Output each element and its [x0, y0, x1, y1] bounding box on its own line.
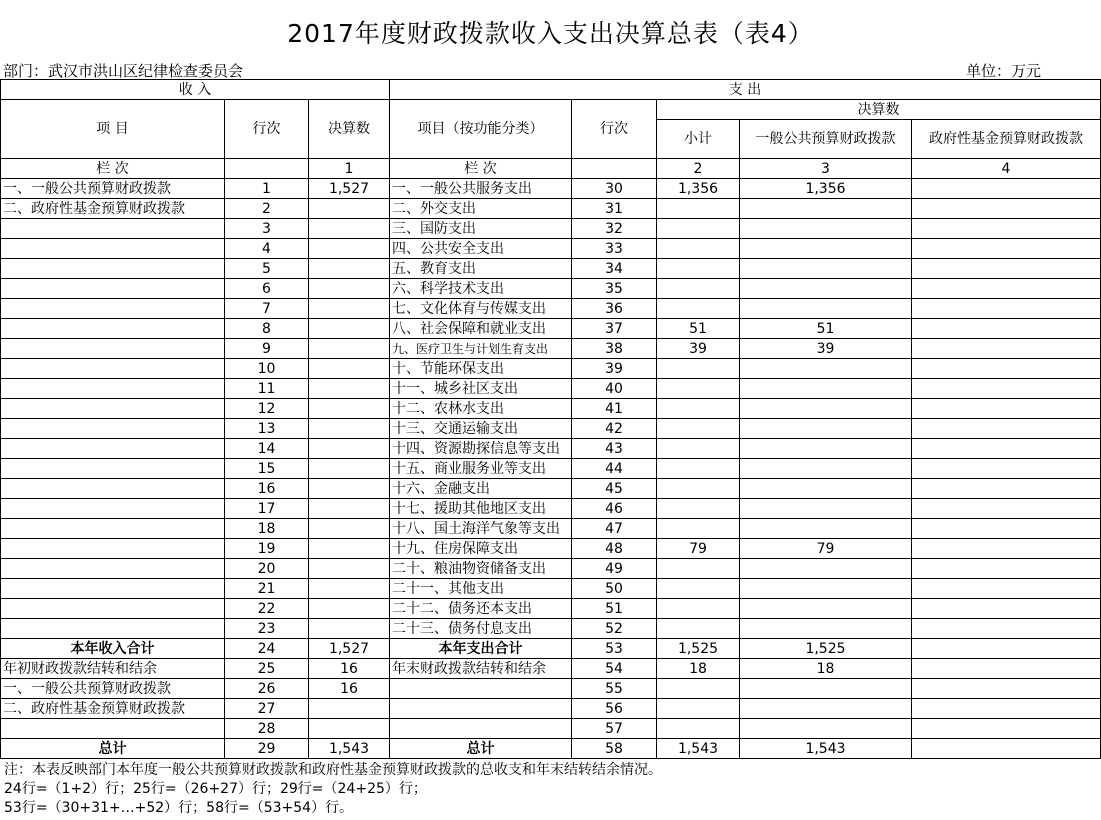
- income-value-cell: [309, 479, 390, 499]
- expense-row-no-cell: 58: [572, 739, 657, 759]
- expense-row-no-cell: 56: [572, 699, 657, 719]
- subtotal-cell: [657, 519, 740, 539]
- general-budget-cell: [740, 579, 912, 599]
- table-row: [1, 599, 1101, 619]
- income-value-cell: [309, 499, 390, 519]
- expense-row-no-cell: 52: [572, 619, 657, 639]
- subtotal-cell: [657, 299, 740, 319]
- income-row-no-cell: 7: [225, 299, 309, 319]
- general-budget-cell: 79: [740, 539, 912, 559]
- table-row: [1, 259, 1101, 279]
- general-budget-cell: [740, 499, 912, 519]
- expense-header: 支 出: [390, 80, 1101, 100]
- table-row: [1, 439, 1101, 459]
- general-budget-cell: [740, 699, 912, 719]
- expense-item-cell: 七、文化体育与传媒支出: [390, 299, 572, 319]
- subtotal-cell: 1,525: [657, 639, 740, 659]
- income-value-cell: [309, 559, 390, 579]
- income-item-cell: [1, 459, 225, 479]
- note-line: 注：本表反映部门本年度一般公共预算财政拨款和政府性基金预算财政拨款的总收支和年末结转结余情况。: [4, 762, 662, 778]
- item-by-function-header: 项目（按功能分类）: [390, 100, 572, 159]
- income-item-cell: [1, 439, 225, 459]
- fund-budget-cell: [912, 359, 1101, 379]
- general-budget-cell: [740, 679, 912, 699]
- table-row: [1, 239, 1101, 259]
- subtotal-cell: [657, 479, 740, 499]
- general-budget-cell: [740, 279, 912, 299]
- table-row: [1, 419, 1101, 439]
- income-item-cell: 一、一般公共预算财政拨款: [1, 679, 225, 699]
- fund-budget-cell: [912, 499, 1101, 519]
- table-row: [1, 719, 1101, 739]
- income-item-cell: [1, 599, 225, 619]
- general-budget-cell: 1,356: [740, 179, 912, 199]
- expense-item-cell: 十七、援助其他地区支出: [390, 499, 572, 519]
- income-row-no-cell: 13: [225, 419, 309, 439]
- general-budget-cell: 51: [740, 319, 912, 339]
- general-budget-cell: [740, 559, 912, 579]
- expense-row-no-cell: 54: [572, 659, 657, 679]
- table-row: [1, 499, 1101, 519]
- income-row-no-cell: 6: [225, 279, 309, 299]
- header-row-2: [1, 100, 1101, 120]
- general-budget-cell: 39: [740, 339, 912, 359]
- expense-row-no-cell: 30: [572, 179, 657, 199]
- income-item-cell: [1, 719, 225, 739]
- fund-budget-cell: [912, 399, 1101, 419]
- row-no2-header: 行次: [572, 100, 657, 159]
- income-value-cell: 1,543: [309, 739, 390, 759]
- report-title: 2017年度财政拨款收入支出决算总表（表4）: [287, 19, 814, 48]
- fund-budget-cell: [912, 539, 1101, 559]
- income-row-no-cell: 18: [225, 519, 309, 539]
- subtotal-cell: [657, 599, 740, 619]
- expense-row-no-cell: 53: [572, 639, 657, 659]
- income-value-cell: [309, 519, 390, 539]
- fund-budget-cell: [912, 599, 1101, 619]
- income-row-no-cell: 17: [225, 499, 309, 519]
- income-value-cell: [309, 599, 390, 619]
- subtotal-cell: [657, 579, 740, 599]
- general-budget-header: 一般公共预算财政拨款: [740, 120, 912, 159]
- income-row-no-cell: 5: [225, 259, 309, 279]
- general-budget-cell: [740, 519, 912, 539]
- expense-item-cell: [390, 679, 572, 699]
- income-value-cell: [309, 239, 390, 259]
- empty-cell: [572, 159, 657, 179]
- table-row: [1, 539, 1101, 559]
- subtotal-cell: [657, 559, 740, 579]
- general-budget-cell: 18: [740, 659, 912, 679]
- fund-budget-cell: [912, 479, 1101, 499]
- subtotal-cell: 79: [657, 539, 740, 559]
- income-value-cell: [309, 319, 390, 339]
- row-no-header: 行次: [225, 100, 309, 159]
- subtotal-cell: 1,356: [657, 179, 740, 199]
- fund-budget-cell: [912, 559, 1101, 579]
- table-row: [1, 179, 1101, 199]
- income-item-cell: 一、一般公共预算财政拨款: [1, 179, 225, 199]
- general-budget-cell: [740, 299, 912, 319]
- income-item-cell: [1, 419, 225, 439]
- general-budget-cell: [740, 239, 912, 259]
- income-row-no-cell: 15: [225, 459, 309, 479]
- subtotal-cell: [657, 679, 740, 699]
- fund-budget-cell: [912, 619, 1101, 639]
- income-value-cell: 1,527: [309, 179, 390, 199]
- income-item-cell: [1, 359, 225, 379]
- fund-budget-cell: [912, 579, 1101, 599]
- fund-budget-cell: [912, 219, 1101, 239]
- budget-table: [0, 79, 1101, 759]
- income-row-no-cell: 23: [225, 619, 309, 639]
- income-item-cell: [1, 319, 225, 339]
- subtotal-cell: 39: [657, 339, 740, 359]
- expense-item-cell: 十六、金融支出: [390, 479, 572, 499]
- income-row-no-cell: 4: [225, 239, 309, 259]
- fund-budget-cell: [912, 279, 1101, 299]
- fund-budget-cell: [912, 259, 1101, 279]
- expense-item-cell: 二十一、其他支出: [390, 579, 572, 599]
- subtotal-cell: [657, 719, 740, 739]
- col3-label: 3: [740, 159, 912, 179]
- col1-label: 1: [309, 159, 390, 179]
- expense-item-cell: 年末财政拨款结转和结余: [390, 659, 572, 679]
- income-item-cell: [1, 579, 225, 599]
- empty-cell: [225, 159, 309, 179]
- expense-item-cell: 十一、城乡社区支出: [390, 379, 572, 399]
- income-item-cell: [1, 379, 225, 399]
- subtotal-cell: [657, 199, 740, 219]
- income-value-cell: [309, 719, 390, 739]
- fund-budget-cell: [912, 379, 1101, 399]
- income-row-no-cell: 28: [225, 719, 309, 739]
- income-item-cell: [1, 299, 225, 319]
- expense-item-cell: 总计: [390, 739, 572, 759]
- general-budget-cell: [740, 599, 912, 619]
- subtotal-cell: [657, 259, 740, 279]
- expense-row-no-cell: 50: [572, 579, 657, 599]
- table-row: [1, 199, 1101, 219]
- expense-row-no-cell: 51: [572, 599, 657, 619]
- subtotal-cell: [657, 399, 740, 419]
- expense-item-cell: 六、科学技术支出: [390, 279, 572, 299]
- expense-row-no-cell: 45: [572, 479, 657, 499]
- department-label: 部门：武汉市洪山区纪律检查委员会: [3, 62, 244, 80]
- income-item-cell: 二、政府性基金预算财政拨款: [1, 199, 225, 219]
- expense-item-cell: 八、社会保障和就业支出: [390, 319, 572, 339]
- expense-item-cell: 三、国防支出: [390, 219, 572, 239]
- income-value-cell: [309, 699, 390, 719]
- income-value-cell: 16: [309, 679, 390, 699]
- income-value-cell: [309, 539, 390, 559]
- subtotal-cell: 18: [657, 659, 740, 679]
- income-item-cell: [1, 559, 225, 579]
- table-row: [1, 579, 1101, 599]
- income-value-cell: 16: [309, 659, 390, 679]
- expense-item-cell: [390, 699, 572, 719]
- subtotal-cell: [657, 239, 740, 259]
- expense-item-cell: 十二、农林水支出: [390, 399, 572, 419]
- expense-row-no-cell: 41: [572, 399, 657, 419]
- income-value-cell: [309, 399, 390, 419]
- income-value-cell: [309, 459, 390, 479]
- income-row-no-cell: 3: [225, 219, 309, 239]
- fund-budget-cell: [912, 179, 1101, 199]
- general-budget-cell: [740, 459, 912, 479]
- fund-budget-cell: [912, 639, 1101, 659]
- income-row-no-cell: 16: [225, 479, 309, 499]
- income-value-cell: [309, 279, 390, 299]
- expense-item-cell: 四、公共安全支出: [390, 239, 572, 259]
- general-budget-cell: [740, 479, 912, 499]
- fund-budget-cell: [912, 679, 1101, 699]
- expense-row-no-cell: 32: [572, 219, 657, 239]
- expense-item-cell: 十五、商业服务业等支出: [390, 459, 572, 479]
- subtotal-cell: 51: [657, 319, 740, 339]
- expense-row-no-cell: 44: [572, 459, 657, 479]
- fund-budget-cell: [912, 239, 1101, 259]
- table-row: [1, 359, 1101, 379]
- income-item-cell: 二、政府性基金预算财政拨款: [1, 699, 225, 719]
- table-row: [1, 219, 1101, 239]
- expense-row-no-cell: 57: [572, 719, 657, 739]
- income-row-no-cell: 29: [225, 739, 309, 759]
- table-row: [1, 559, 1101, 579]
- income-row-no-cell: 9: [225, 339, 309, 359]
- expense-row-no-cell: 34: [572, 259, 657, 279]
- expense-row-no-cell: 33: [572, 239, 657, 259]
- table-row: [1, 619, 1101, 639]
- table-row: [1, 399, 1101, 419]
- income-item-cell: [1, 479, 225, 499]
- income-row-no-cell: 26: [225, 679, 309, 699]
- subtotal-cell: [657, 419, 740, 439]
- lanci-left: 栏 次: [1, 159, 225, 179]
- expense-item-cell: 十三、交通运输支出: [390, 419, 572, 439]
- table-row: [1, 319, 1101, 339]
- income-item-cell: [1, 519, 225, 539]
- fund-budget-cell: [912, 659, 1101, 679]
- subtotal-cell: [657, 499, 740, 519]
- subtotal-cell: [657, 699, 740, 719]
- expense-row-no-cell: 40: [572, 379, 657, 399]
- general-budget-cell: [740, 619, 912, 639]
- table-row: [1, 339, 1101, 359]
- table-row: [1, 459, 1101, 479]
- general-budget-cell: [740, 419, 912, 439]
- income-item-cell: [1, 539, 225, 559]
- general-budget-cell: [740, 199, 912, 219]
- expense-row-no-cell: 38: [572, 339, 657, 359]
- income-row-no-cell: 21: [225, 579, 309, 599]
- subtotal-cell: [657, 359, 740, 379]
- expense-row-no-cell: 48: [572, 539, 657, 559]
- note-line: 24行=（1+2）行；25行=（26+27）行；29行=（24+25）行；: [4, 781, 427, 797]
- lanci-right: 栏 次: [390, 159, 572, 179]
- expense-item-cell: 本年支出合计: [390, 639, 572, 659]
- income-row-no-cell: 14: [225, 439, 309, 459]
- general-budget-cell: [740, 359, 912, 379]
- fund-budget-cell: [912, 299, 1101, 319]
- income-row-no-cell: 11: [225, 379, 309, 399]
- expense-row-no-cell: 55: [572, 679, 657, 699]
- general-budget-cell: [740, 719, 912, 739]
- income-item-cell: [1, 399, 225, 419]
- income-item-cell: [1, 499, 225, 519]
- fund-budget-cell: [912, 319, 1101, 339]
- subtotal-cell: [657, 219, 740, 239]
- juesuanshu-group-header: 决算数: [657, 100, 1101, 120]
- income-value-cell: [309, 259, 390, 279]
- general-budget-cell: 1,525: [740, 639, 912, 659]
- expense-item-cell: 二十二、债务还本支出: [390, 599, 572, 619]
- fund-budget-cell: [912, 199, 1101, 219]
- income-row-no-cell: 10: [225, 359, 309, 379]
- table-row: [1, 299, 1101, 319]
- expense-item-cell: 二十三、债务付息支出: [390, 619, 572, 639]
- income-row-no-cell: 20: [225, 559, 309, 579]
- table-row: [1, 379, 1101, 399]
- expense-item-cell: 一、一般公共服务支出: [390, 179, 572, 199]
- expense-row-no-cell: 31: [572, 199, 657, 219]
- subtotal-cell: [657, 279, 740, 299]
- general-budget-cell: [740, 259, 912, 279]
- note-line: 53行=（30+31+…+52）行；58行=（53+54）行。: [4, 800, 354, 816]
- expense-item-cell: 五、教育支出: [390, 259, 572, 279]
- income-value-cell: [309, 219, 390, 239]
- expense-row-no-cell: 37: [572, 319, 657, 339]
- unit-label: 单位：万元: [966, 62, 1042, 80]
- expense-row-no-cell: 35: [572, 279, 657, 299]
- income-row-no-cell: 27: [225, 699, 309, 719]
- expense-item-cell: 十九、住房保障支出: [390, 539, 572, 559]
- income-row-no-cell: 1: [225, 179, 309, 199]
- table-row: [1, 479, 1101, 499]
- income-value-cell: [309, 199, 390, 219]
- subtotal-cell: [657, 379, 740, 399]
- expense-row-no-cell: 39: [572, 359, 657, 379]
- header-row-1: [1, 80, 1101, 100]
- income-row-no-cell: 22: [225, 599, 309, 619]
- income-item-cell: [1, 339, 225, 359]
- lanci-row: [1, 159, 1101, 179]
- col4-label: 4: [912, 159, 1101, 179]
- income-value-cell: [309, 299, 390, 319]
- subtotal-header: 小计: [657, 120, 740, 159]
- income-value-cell: [309, 619, 390, 639]
- subtotal-cell: [657, 619, 740, 639]
- expense-item-cell: 十四、资源勘探信息等支出: [390, 439, 572, 459]
- general-budget-cell: 1,543: [740, 739, 912, 759]
- income-value-cell: [309, 579, 390, 599]
- fund-budget-cell: [912, 439, 1101, 459]
- income-value-cell: [309, 359, 390, 379]
- table-row: [1, 739, 1101, 759]
- income-value-cell: [309, 439, 390, 459]
- income-header: 收 入: [1, 80, 390, 100]
- fund-budget-cell: [912, 519, 1101, 539]
- table-row: [1, 659, 1101, 679]
- table-row: [1, 699, 1101, 719]
- expense-row-no-cell: 36: [572, 299, 657, 319]
- income-item-cell: [1, 619, 225, 639]
- expense-item-cell: 二十、粮油物资储备支出: [390, 559, 572, 579]
- income-row-no-cell: 19: [225, 539, 309, 559]
- expense-row-no-cell: 47: [572, 519, 657, 539]
- fund-budget-cell: [912, 339, 1101, 359]
- income-row-no-cell: 25: [225, 659, 309, 679]
- expense-item-cell: 二、外交支出: [390, 199, 572, 219]
- table-row: [1, 279, 1101, 299]
- expense-item-cell: [390, 719, 572, 739]
- income-row-no-cell: 8: [225, 319, 309, 339]
- income-row-no-cell: 12: [225, 399, 309, 419]
- subtotal-cell: [657, 459, 740, 479]
- general-budget-cell: [740, 379, 912, 399]
- general-budget-cell: [740, 439, 912, 459]
- income-item-cell: [1, 219, 225, 239]
- income-item-cell: 本年收入合计: [1, 639, 225, 659]
- table-row: [1, 519, 1101, 539]
- fund-budget-cell: [912, 739, 1101, 759]
- fund-budget-cell: [912, 719, 1101, 739]
- fund-budget-cell: [912, 699, 1101, 719]
- income-value-cell: 1,527: [309, 639, 390, 659]
- subtotal-cell: [657, 439, 740, 459]
- item-header: 项 目: [1, 100, 225, 159]
- income-value-cell: [309, 379, 390, 399]
- expense-row-no-cell: 49: [572, 559, 657, 579]
- general-budget-cell: [740, 399, 912, 419]
- income-item-cell: [1, 279, 225, 299]
- subtotal-cell: 1,543: [657, 739, 740, 759]
- table-row: [1, 639, 1101, 659]
- expense-item-cell: 十、节能环保支出: [390, 359, 572, 379]
- income-item-cell: 总计: [1, 739, 225, 759]
- income-row-no-cell: 2: [225, 199, 309, 219]
- general-budget-cell: [740, 219, 912, 239]
- income-value-cell: [309, 339, 390, 359]
- expense-row-no-cell: 42: [572, 419, 657, 439]
- notes: [4, 761, 662, 818]
- income-item-cell: 年初财政拨款结转和结余: [1, 659, 225, 679]
- fund-budget-cell: [912, 459, 1101, 479]
- col2-label: 2: [657, 159, 740, 179]
- income-item-cell: [1, 239, 225, 259]
- table-row: [1, 679, 1101, 699]
- expense-row-no-cell: 46: [572, 499, 657, 519]
- expense-item-cell: 九、医疗卫生与计划生育支出: [390, 339, 572, 359]
- juesuanshu-header: 决算数: [309, 100, 390, 159]
- income-item-cell: [1, 259, 225, 279]
- fund-budget-header: 政府性基金预算财政拨款: [912, 120, 1101, 159]
- expense-row-no-cell: 43: [572, 439, 657, 459]
- expense-item-cell: 十八、国土海洋气象等支出: [390, 519, 572, 539]
- income-value-cell: [309, 419, 390, 439]
- fund-budget-cell: [912, 419, 1101, 439]
- income-row-no-cell: 24: [225, 639, 309, 659]
